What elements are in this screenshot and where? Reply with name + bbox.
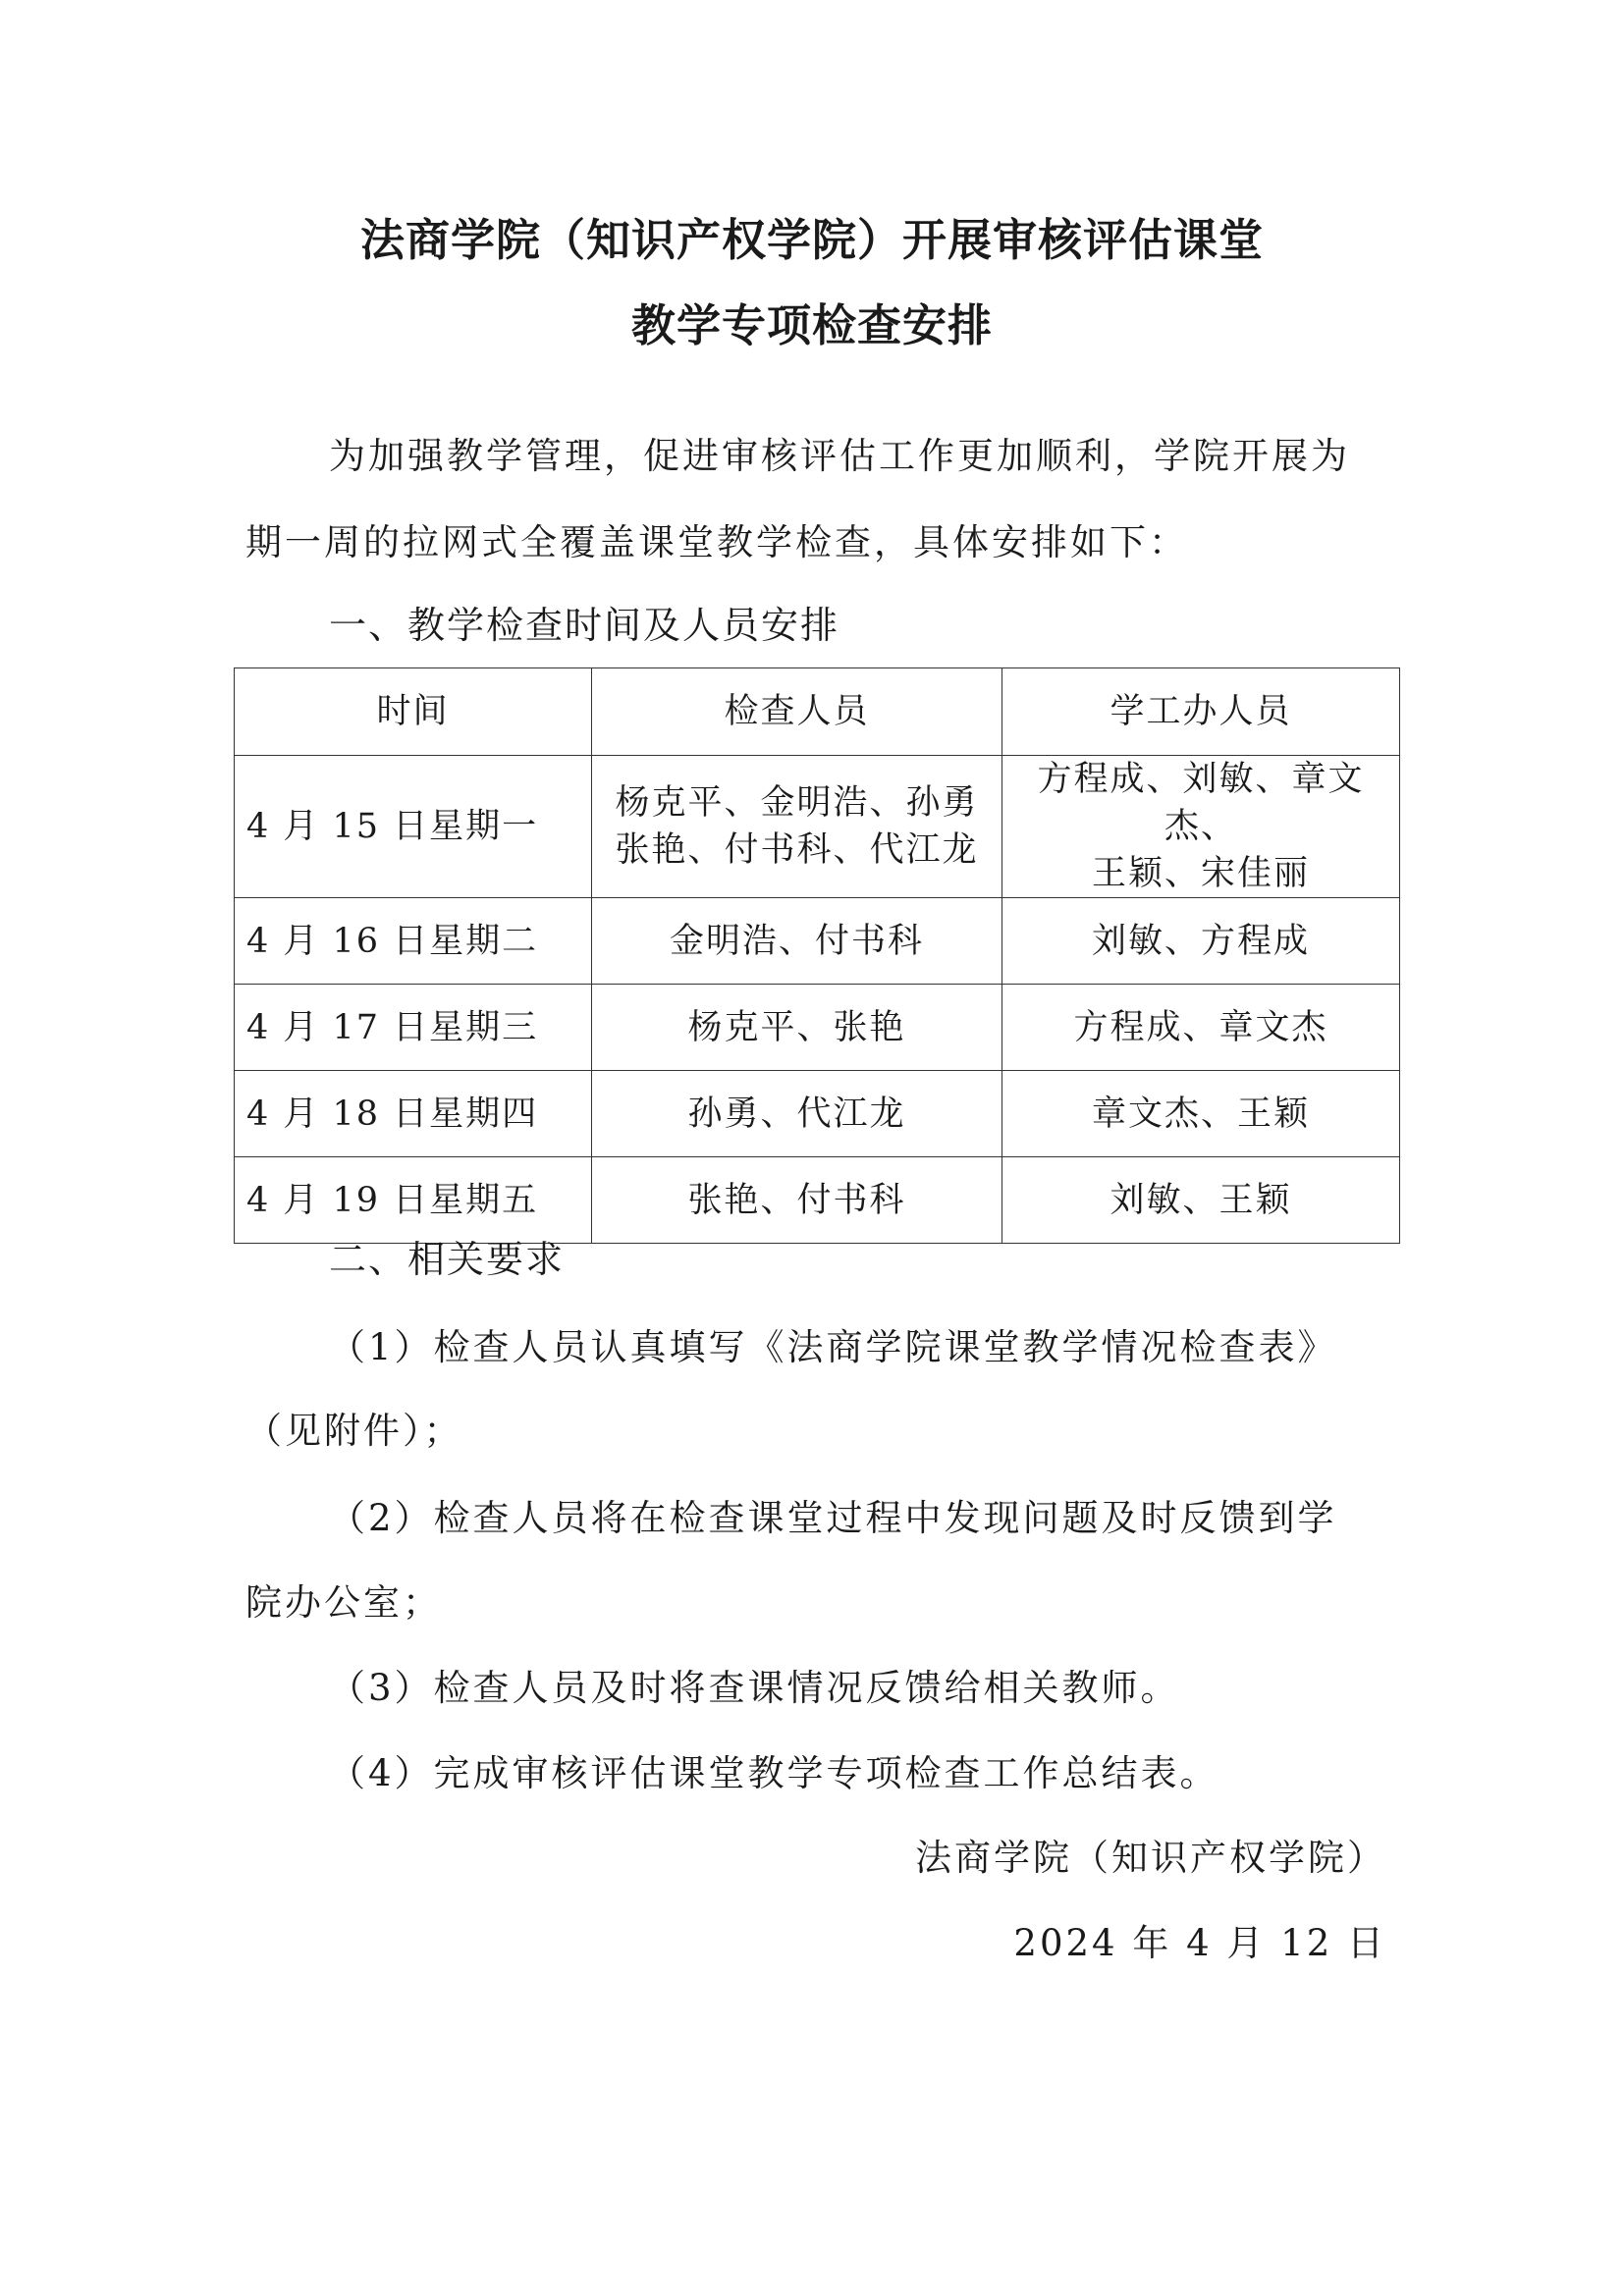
requirement-3: （3）检查人员及时将查课情况反馈给相关教师。 [329,1667,1180,1709]
issuer-signature: 法商学院（知识产权学院） [915,1837,1386,1879]
intro-line-2: 期一周的拉网式全覆盖课堂教学检查，具体安排如下： [245,521,1188,563]
requirement-2-line-1: （2）检查人员将在检查课堂过程中发现问题及时反馈到学 [329,1497,1337,1539]
inspector-line: 张艳、付书科、代江龙 [615,830,979,870]
row-inspectors: 张艳、付书科 [592,1157,1002,1244]
row-date: 4 月 17 日星期三 [235,985,592,1071]
table-row [235,1157,1400,1244]
staff-line: 王颖、宋佳丽 [1091,854,1310,893]
row-date: 4 月 18 日星期四 [235,1071,592,1157]
row-date: 4 月 16 日星期二 [235,898,592,985]
staff-line: 方程成、刘敏、章文杰、 [1037,760,1365,846]
requirement-1-line-2: （见附件）； [245,1410,463,1452]
row-staff: 章文杰、王颖 [1002,1071,1400,1157]
table-row [235,1071,1400,1157]
table-row [235,756,1400,898]
table-row [235,985,1400,1071]
table-header-inspectors: 检查人员 [592,668,1002,756]
row-inspectors: 孙勇、代江龙 [592,1071,1002,1157]
intro-line-1: 为加强教学管理，促进审核评估工作更加顺利，学院开展为 [329,435,1350,477]
table-row [235,898,1400,985]
document-title-line-1: 法商学院（知识产权学院）开展审核评估课堂 [359,214,1264,266]
row-staff [1002,756,1400,898]
issue-date: 2024 年 4 月 12 日 [1013,1922,1386,1964]
section-2-heading: 二、相关要求 [329,1238,566,1281]
requirement-2-line-2: 院办公室； [245,1581,442,1624]
row-staff: 方程成、章文杰 [1002,985,1400,1071]
row-staff: 刘敏、方程成 [1002,898,1400,985]
row-inspectors [592,756,1002,898]
row-inspectors: 杨克平、张艳 [592,985,1002,1071]
inspection-schedule-table [234,667,1400,1244]
table-header-staff: 学工办人员 [1002,668,1400,756]
requirement-1-line-1: （1）检查人员认真填写《法商学院课堂教学情况检查表》 [329,1326,1337,1368]
document-title-line-2: 教学专项检查安排 [630,299,993,351]
table-header-row [235,668,1400,756]
row-staff: 刘敏、王颖 [1002,1157,1400,1244]
row-date: 4 月 19 日星期五 [235,1157,592,1244]
requirement-4: （4）完成审核评估课堂教学专项检查工作总结表。 [329,1752,1219,1794]
inspector-line: 杨克平、金明浩、孙勇 [615,783,979,823]
section-1-heading: 一、教学检查时间及人员安排 [329,604,840,647]
row-date: 4 月 15 日星期一 [235,756,592,898]
table-header-time: 时间 [235,668,592,756]
row-inspectors: 金明浩、付书科 [592,898,1002,985]
